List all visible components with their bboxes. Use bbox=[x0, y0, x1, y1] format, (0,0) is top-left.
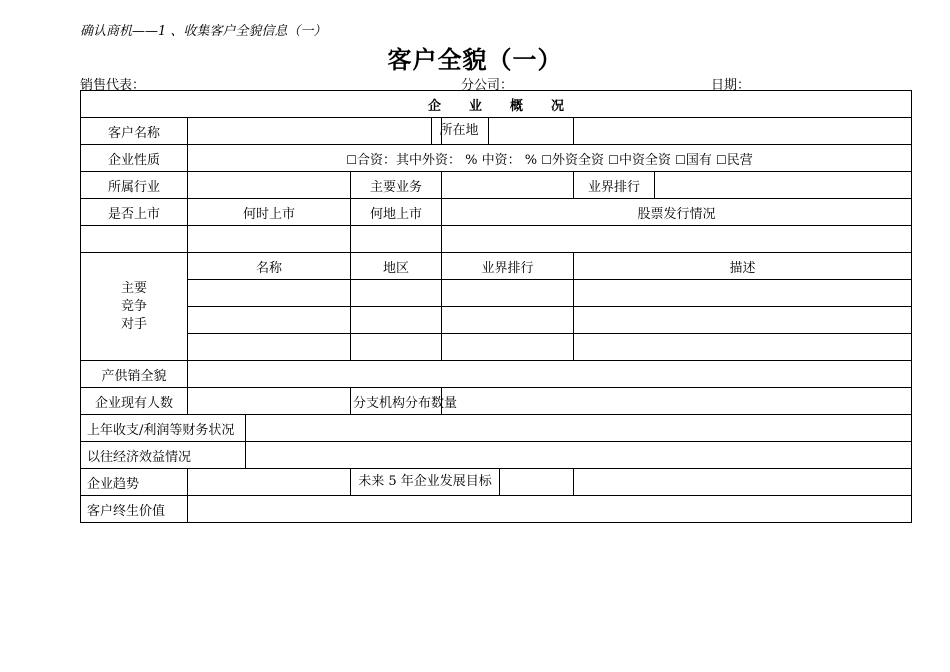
document-title: 客户全貌（一） bbox=[387, 45, 563, 74]
industry-rank-label: 业界排行 bbox=[574, 172, 655, 199]
customer-name-cell[interactable] bbox=[188, 118, 432, 145]
five-year-goal-group bbox=[351, 469, 574, 496]
option-foreign-owned[interactable]: ☐外资全资 bbox=[541, 152, 605, 168]
location-label: 所在地 bbox=[430, 118, 489, 144]
competitor-region-cell[interactable] bbox=[351, 280, 442, 307]
listed-label: 是否上市 bbox=[81, 199, 188, 226]
checkbox-icon[interactable]: ☐ bbox=[346, 152, 357, 167]
past-benefits-cell[interactable] bbox=[246, 442, 912, 469]
industry-label: 所属行业 bbox=[81, 172, 188, 199]
last-year-finance-label: 上年收支/利润等财务状况 bbox=[81, 415, 246, 442]
stock-issue-value-cell[interactable] bbox=[442, 226, 912, 253]
where-listed-value-cell[interactable] bbox=[351, 226, 442, 253]
branch-distribution-label: 分支机构分布数量 bbox=[351, 388, 442, 415]
checkbox-icon[interactable]: ☐ bbox=[675, 152, 686, 167]
listed-value-cell[interactable] bbox=[81, 226, 188, 253]
past-benefits-label: 以往经济效益情况 bbox=[81, 442, 246, 469]
competitor-rank-cell[interactable] bbox=[442, 280, 574, 307]
location-value-cell[interactable] bbox=[574, 118, 912, 145]
when-listed-label: 何时上市 bbox=[188, 199, 351, 226]
competitor-header-name: 名称 bbox=[188, 253, 351, 280]
competitors-label-line: 竞争 bbox=[120, 298, 147, 314]
date-label: 日期： bbox=[711, 78, 751, 93]
pct-foreign-label: % 中资： bbox=[465, 152, 521, 168]
trend-label: 企业趋势 bbox=[81, 469, 188, 496]
table-row bbox=[81, 334, 912, 361]
competitor-region-cell[interactable] bbox=[351, 307, 442, 334]
enterprise-nature-label: 企业性质 bbox=[81, 145, 188, 172]
document-subtitle: 确认商机——1 、收集客户全貌信息（一） bbox=[80, 24, 327, 39]
pct-chinese-label: % bbox=[524, 152, 538, 168]
section-title: 企业概况 bbox=[81, 91, 912, 118]
staff-count-cell[interactable] bbox=[188, 388, 351, 415]
competitor-rank-cell[interactable] bbox=[442, 307, 574, 334]
table-row bbox=[81, 280, 912, 307]
option-chinese-owned[interactable]: ☐中资全资 bbox=[608, 152, 671, 168]
branch-label: 分公司： bbox=[461, 78, 514, 93]
competitors-label-line: 主要 bbox=[120, 280, 147, 296]
main-business-cell[interactable] bbox=[442, 172, 574, 199]
checkbox-icon[interactable]: ☐ bbox=[608, 152, 619, 167]
competitor-name-cell[interactable] bbox=[188, 307, 351, 334]
stock-issue-label: 股票发行情况 bbox=[442, 199, 912, 226]
last-year-finance-cell[interactable] bbox=[246, 415, 912, 442]
supply-chain-label: 产供销全貌 bbox=[81, 361, 188, 388]
nature-options-row bbox=[188, 145, 912, 172]
checkbox-icon[interactable]: ☐ bbox=[541, 152, 553, 167]
industry-rank-cell[interactable] bbox=[655, 172, 912, 199]
competitors-label bbox=[81, 253, 188, 361]
branch-distribution-cell[interactable] bbox=[442, 388, 912, 415]
competitor-region-cell[interactable] bbox=[351, 334, 442, 361]
customer-name-label: 客户名称 bbox=[81, 118, 188, 145]
when-listed-value-cell[interactable] bbox=[188, 226, 351, 253]
option-state-owned[interactable]: ☐国有 bbox=[675, 152, 712, 168]
sales-rep-label: 销售代表： bbox=[80, 78, 146, 93]
industry-cell[interactable] bbox=[188, 172, 351, 199]
where-listed-label: 何地上市 bbox=[351, 199, 442, 226]
competitor-description-cell[interactable] bbox=[574, 280, 912, 307]
five-year-goal-cell[interactable] bbox=[574, 469, 912, 496]
five-year-goal-label: 未来 5 年企业发展目标 bbox=[351, 469, 500, 495]
staff-count-label: 企业现有人数 bbox=[81, 388, 188, 415]
option-private[interactable]: ☐民营 bbox=[716, 152, 753, 168]
competitor-description-cell[interactable] bbox=[574, 334, 912, 361]
competitor-header-rank: 业界排行 bbox=[442, 253, 574, 280]
table-row bbox=[81, 307, 912, 334]
customer-overview-table bbox=[80, 90, 912, 523]
competitor-name-cell[interactable] bbox=[188, 280, 351, 307]
competitor-name-cell[interactable] bbox=[188, 334, 351, 361]
competitor-description-cell[interactable] bbox=[574, 307, 912, 334]
competitor-header-region: 地区 bbox=[351, 253, 442, 280]
lifetime-value-cell[interactable] bbox=[188, 496, 912, 523]
lifetime-value-label: 客户终生价值 bbox=[81, 496, 188, 523]
main-business-label: 主要业务 bbox=[351, 172, 442, 199]
option-joint[interactable]: ☐合资：其中外资： bbox=[346, 152, 461, 168]
competitor-rank-cell[interactable] bbox=[442, 334, 574, 361]
location-cell-group bbox=[439, 118, 574, 145]
trend-cell[interactable] bbox=[188, 469, 351, 496]
checkbox-icon[interactable]: ☐ bbox=[716, 152, 727, 167]
supply-chain-cell[interactable] bbox=[188, 361, 912, 388]
competitors-label-line: 对手 bbox=[120, 316, 147, 332]
competitor-header-description: 描述 bbox=[574, 253, 912, 280]
